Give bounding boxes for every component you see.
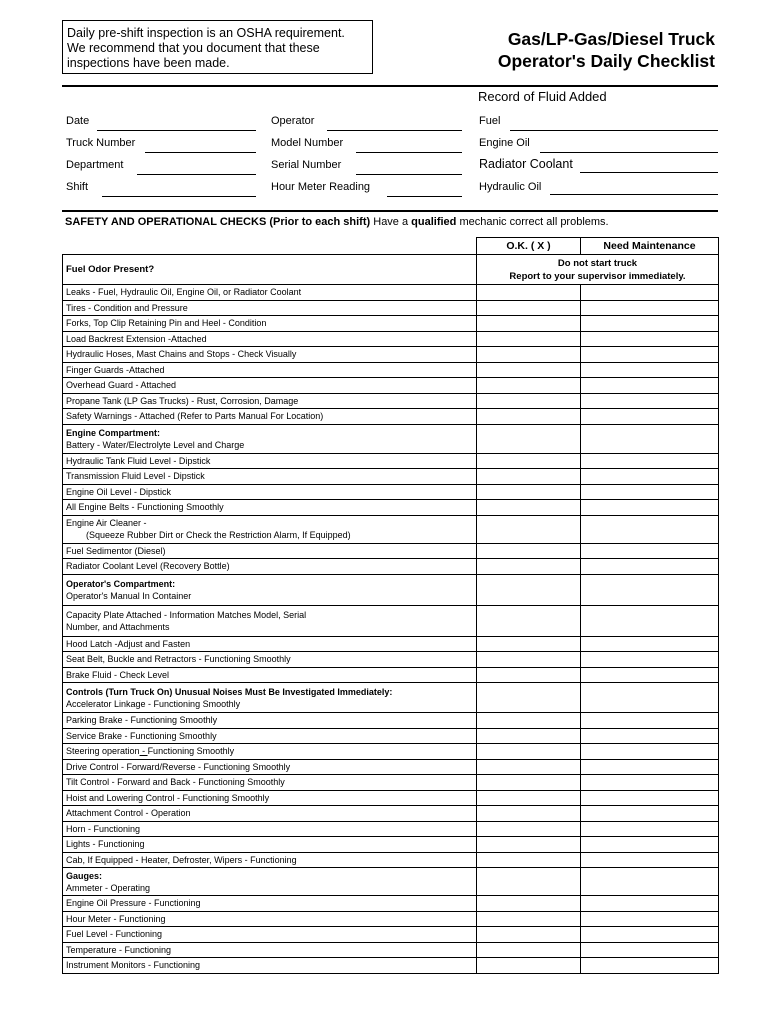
check-item: Load Backrest Extension -Attached — [63, 331, 477, 347]
check-item: Hour Meter - Functioning — [63, 911, 477, 927]
engine-oil-field[interactable] — [540, 152, 718, 153]
serial-number-field[interactable] — [356, 174, 462, 175]
table-row — [63, 852, 719, 868]
page-title — [498, 28, 715, 72]
ok-cell[interactable] — [477, 942, 581, 958]
maintenance-cell[interactable] — [581, 775, 719, 791]
table-row — [63, 713, 719, 729]
maintenance-cell[interactable] — [581, 911, 719, 927]
fuel-odor-row — [63, 255, 719, 285]
fuel-odor-warning — [477, 255, 719, 285]
air-cleaner-note: (Squeeze Rubber Dirt or Check the Restriction Alarm, If Equipped) — [86, 530, 351, 540]
maintenance-cell[interactable] — [581, 821, 719, 837]
check-item: Service Brake - Functioning Smoothly — [63, 728, 477, 744]
capacity-plate-item-cont: Number, and Attachments — [66, 621, 170, 632]
check-item: Engine Oil Pressure - Functioning — [63, 896, 477, 912]
table-row — [63, 424, 719, 453]
ok-cell[interactable] — [477, 636, 581, 652]
ok-cell[interactable] — [477, 453, 581, 469]
maintenance-cell[interactable] — [581, 652, 719, 668]
ok-cell[interactable] — [477, 362, 581, 378]
ok-cell[interactable] — [477, 806, 581, 822]
operator-compartment-heading: Operator's Compartment: — [66, 578, 176, 589]
header-blank-cell — [63, 238, 477, 255]
table-row — [63, 409, 719, 425]
table-row — [63, 896, 719, 912]
table-row — [63, 469, 719, 485]
ok-cell[interactable] — [477, 574, 581, 605]
air-cleaner-item: Engine Air Cleaner - — [66, 518, 147, 528]
ok-cell[interactable] — [477, 300, 581, 316]
department-label: Department — [66, 159, 124, 171]
check-item — [63, 574, 477, 605]
model-number-label: Model Number — [271, 137, 344, 149]
engine-oil-label: Engine Oil — [479, 137, 530, 149]
osha-notice-box — [62, 20, 373, 74]
maintenance-cell[interactable] — [581, 378, 719, 394]
check-item: Safety Warnings - Attached (Refer to Parts Manual For Location) — [63, 409, 477, 425]
check-item: Brake Fluid - Check Level — [63, 667, 477, 683]
notice-line-2: We recommend that you document that these — [67, 41, 320, 55]
safety-qualified: qualified — [411, 216, 457, 228]
check-item: Instrument Monitors - Functioning — [63, 958, 477, 974]
check-item: Tires - Condition and Pressure — [63, 300, 477, 316]
table-row — [63, 300, 719, 316]
top-divider — [62, 85, 718, 87]
maintenance-cell[interactable] — [581, 409, 719, 425]
maintenance-cell[interactable] — [581, 543, 719, 559]
check-item — [63, 868, 477, 896]
maintenance-cell[interactable] — [581, 393, 719, 409]
table-row — [63, 362, 719, 378]
ok-cell[interactable] — [477, 484, 581, 500]
table-row — [63, 393, 719, 409]
maintenance-cell[interactable] — [581, 300, 719, 316]
table-row — [63, 683, 719, 713]
table-row — [63, 744, 719, 760]
check-item: Temperature - Functioning — [63, 942, 477, 958]
table-row — [63, 790, 719, 806]
ok-cell[interactable] — [477, 652, 581, 668]
steering-status: Functioning Smoothly — [147, 746, 235, 757]
section-divider — [62, 210, 718, 212]
gauges-heading: Gauges: — [66, 870, 103, 881]
check-item: All Engine Belts - Functioning Smoothly — [63, 500, 477, 516]
ok-cell[interactable] — [477, 543, 581, 559]
warning-line-2: Report to your supervisor immediately. — [509, 270, 686, 282]
notice-line-3: inspections have been made. — [67, 56, 230, 70]
table-row — [63, 652, 719, 668]
ok-cell[interactable] — [477, 821, 581, 837]
ok-cell[interactable] — [477, 378, 581, 394]
operator-field[interactable] — [327, 130, 462, 131]
check-item: Fuel Level - Functioning — [63, 927, 477, 943]
maintenance-cell[interactable] — [581, 759, 719, 775]
check-item: Propane Tank (LP Gas Trucks) - Rust, Corrosion, Damage — [63, 393, 477, 409]
fuel-odor-question: Fuel Odor Present? — [63, 255, 477, 285]
ok-cell[interactable] — [477, 393, 581, 409]
check-item: Overhead Guard - Attached — [63, 378, 477, 394]
check-item — [63, 515, 477, 543]
check-item: Transmission Fluid Level - Dipstick — [63, 469, 477, 485]
maintenance-cell[interactable] — [581, 605, 719, 636]
ok-cell[interactable] — [477, 790, 581, 806]
check-item: Radiator Coolant Level (Recovery Bottle) — [63, 559, 477, 575]
ok-cell[interactable] — [477, 958, 581, 974]
maintenance-cell[interactable] — [581, 942, 719, 958]
steering-text: Steering operation — [66, 746, 140, 757]
title-line-1: Gas/LP-Gas/Diesel Truck — [507, 29, 715, 49]
table-row — [63, 667, 719, 683]
radiator-coolant-field[interactable] — [580, 172, 718, 173]
shift-field[interactable] — [102, 196, 256, 197]
maintenance-cell[interactable] — [581, 316, 719, 332]
check-item: Fuel Sedimentor (Diesel) — [63, 543, 477, 559]
notice-line-1: Daily pre-shift inspection is an OSHA requirement. — [67, 26, 345, 40]
table-row — [63, 806, 719, 822]
accelerator-item: Accelerator Linkage - Functioning Smoothly — [66, 698, 241, 709]
model-number-field[interactable] — [356, 152, 462, 153]
maintenance-cell[interactable] — [581, 574, 719, 605]
table-row — [63, 347, 719, 363]
table-row — [63, 331, 719, 347]
check-item: Drive Control - Forward/Reverse - Functioning Smoothly — [63, 759, 477, 775]
maintenance-cell[interactable] — [581, 515, 719, 543]
shift-label: Shift — [66, 181, 89, 193]
check-item — [63, 744, 477, 760]
table-row — [63, 515, 719, 543]
table-row — [63, 285, 719, 301]
table-header-row — [63, 238, 719, 255]
check-item: Hydraulic Hoses, Mast Chains and Stops - Check Visually — [63, 347, 477, 363]
table-row — [63, 821, 719, 837]
maintenance-cell[interactable] — [581, 958, 719, 974]
radiator-coolant-label: Radiator Coolant — [479, 157, 573, 171]
ok-cell[interactable] — [477, 424, 581, 453]
serial-number-label: Serial Number — [271, 159, 342, 171]
hydraulic-oil-field[interactable] — [550, 194, 718, 195]
check-item: Finger Guards -Attached — [63, 362, 477, 378]
check-item: Horn - Functioning — [63, 821, 477, 837]
maintenance-cell[interactable] — [581, 362, 719, 378]
ok-cell[interactable] — [477, 744, 581, 760]
ok-cell[interactable] — [477, 927, 581, 943]
table-row — [63, 316, 719, 332]
maintenance-cell[interactable] — [581, 424, 719, 453]
table-row — [63, 453, 719, 469]
maintenance-cell[interactable] — [581, 683, 719, 713]
title-line-2: Operator's Daily Checklist — [497, 51, 715, 71]
table-row — [63, 911, 719, 927]
check-item: Lights - Functioning — [63, 837, 477, 853]
check-item: Cab, If Equipped - Heater, Defroster, Wipers - Functioning — [63, 852, 477, 868]
engine-compartment-heading: Engine Compartment: — [66, 427, 161, 438]
ok-cell[interactable] — [477, 837, 581, 853]
date-field[interactable] — [97, 130, 256, 131]
safety-instructions — [65, 216, 609, 228]
hour-meter-field[interactable] — [387, 196, 462, 197]
warning-line-1: Do not start truck — [557, 257, 638, 269]
check-item: Attachment Control - Operation — [63, 806, 477, 822]
table-row — [63, 559, 719, 575]
table-row — [63, 927, 719, 943]
ok-cell[interactable] — [477, 316, 581, 332]
maintenance-cell[interactable] — [581, 469, 719, 485]
table-row — [63, 636, 719, 652]
maintenance-cell[interactable] — [581, 728, 719, 744]
table-row — [63, 605, 719, 636]
check-item — [63, 605, 477, 636]
controls-heading: Controls (Turn Truck On) Unusual Noises Must Be Investigated Immediately: — [66, 686, 393, 697]
hydraulic-oil-label: Hydraulic Oil — [479, 181, 542, 193]
check-item — [63, 683, 477, 713]
ok-cell[interactable] — [477, 911, 581, 927]
maintenance-cell[interactable] — [581, 453, 719, 469]
capacity-plate-item: Capacity Plate Attached - Information Matches Model, Serial — [66, 609, 307, 620]
ok-cell[interactable] — [477, 683, 581, 713]
maintenance-cell[interactable] — [581, 484, 719, 500]
maintenance-cell[interactable] — [581, 331, 719, 347]
ok-cell[interactable] — [477, 409, 581, 425]
ok-cell[interactable] — [477, 852, 581, 868]
maintenance-cell[interactable] — [581, 868, 719, 896]
table-row — [63, 775, 719, 791]
fluid-record-title: Record of Fluid Added — [478, 89, 607, 104]
maintenance-cell[interactable] — [581, 896, 719, 912]
safety-have-a: Have a — [370, 216, 412, 228]
ok-cell[interactable] — [477, 347, 581, 363]
table-row — [63, 378, 719, 394]
ammeter-item: Ammeter - Operating — [66, 882, 151, 893]
fuel-field[interactable] — [510, 130, 718, 131]
ok-cell[interactable] — [477, 500, 581, 516]
table-row — [63, 574, 719, 605]
ok-cell[interactable] — [477, 559, 581, 575]
ok-cell[interactable] — [477, 896, 581, 912]
table-row — [63, 868, 719, 896]
table-row — [63, 942, 719, 958]
date-label: Date — [66, 115, 90, 127]
check-item: Engine Oil Level - Dipstick — [63, 484, 477, 500]
maintenance-cell[interactable] — [581, 347, 719, 363]
hour-meter-label: Hour Meter Reading — [271, 181, 371, 193]
maintenance-cell[interactable] — [581, 285, 719, 301]
ok-cell[interactable] — [477, 775, 581, 791]
ok-cell[interactable] — [477, 759, 581, 775]
maintenance-cell[interactable] — [581, 559, 719, 575]
battery-item: Battery - Water/Electrolyte Level and Charge — [66, 439, 245, 450]
ok-cell[interactable] — [477, 285, 581, 301]
table-row — [63, 728, 719, 744]
checklist-table — [62, 237, 719, 974]
check-item: Tilt Control - Forward and Back - Functioning Smoothly — [63, 775, 477, 791]
maintenance-cell[interactable] — [581, 500, 719, 516]
ok-cell[interactable] — [477, 605, 581, 636]
maintenance-cell[interactable] — [581, 837, 719, 853]
ok-cell[interactable] — [477, 331, 581, 347]
check-item: Hood Latch -Adjust and Fasten — [63, 636, 477, 652]
safety-heading: SAFETY AND OPERATIONAL CHECKS (Prior to each shift) — [65, 216, 371, 228]
check-item — [63, 424, 477, 453]
maintenance-column-header: Need Maintenance — [581, 238, 719, 255]
department-field[interactable] — [137, 174, 256, 175]
check-item: Parking Brake - Functioning Smoothly — [63, 713, 477, 729]
maintenance-cell[interactable] — [581, 744, 719, 760]
ok-cell[interactable] — [477, 515, 581, 543]
ok-cell[interactable] — [477, 728, 581, 744]
ok-cell[interactable] — [477, 713, 581, 729]
table-row — [63, 484, 719, 500]
steering-dash: - — [139, 746, 148, 757]
check-item: Forks, Top Clip Retaining Pin and Heel - Condition — [63, 316, 477, 332]
maintenance-cell[interactable] — [581, 806, 719, 822]
truck-number-label: Truck Number — [66, 137, 136, 149]
maintenance-cell[interactable] — [581, 927, 719, 943]
table-row — [63, 837, 719, 853]
table-row — [63, 759, 719, 775]
ok-cell[interactable] — [477, 868, 581, 896]
manual-item: Operator's Manual In Container — [66, 590, 192, 601]
maintenance-cell[interactable] — [581, 667, 719, 683]
safety-rest: mechanic correct all problems. — [456, 216, 609, 228]
ok-cell[interactable] — [477, 469, 581, 485]
ok-cell[interactable] — [477, 667, 581, 683]
table-row — [63, 543, 719, 559]
ok-column-header: O.K. ( X ) — [477, 238, 581, 255]
maintenance-cell[interactable] — [581, 852, 719, 868]
check-item: Seat Belt, Buckle and Retractors - Functioning Smoothly — [63, 652, 477, 668]
check-item: Leaks - Fuel, Hydraulic Oil, Engine Oil, or Radiator Coolant — [63, 285, 477, 301]
maintenance-cell[interactable] — [581, 713, 719, 729]
table-row — [63, 500, 719, 516]
table-row — [63, 958, 719, 974]
maintenance-cell[interactable] — [581, 636, 719, 652]
maintenance-cell[interactable] — [581, 790, 719, 806]
truck-number-field[interactable] — [145, 152, 256, 153]
operator-label: Operator — [271, 115, 315, 127]
fuel-label: Fuel — [479, 115, 501, 127]
check-item: Hoist and Lowering Control - Functioning Smoothly — [63, 790, 477, 806]
check-item: Hydraulic Tank Fluid Level - Dipstick — [63, 453, 477, 469]
